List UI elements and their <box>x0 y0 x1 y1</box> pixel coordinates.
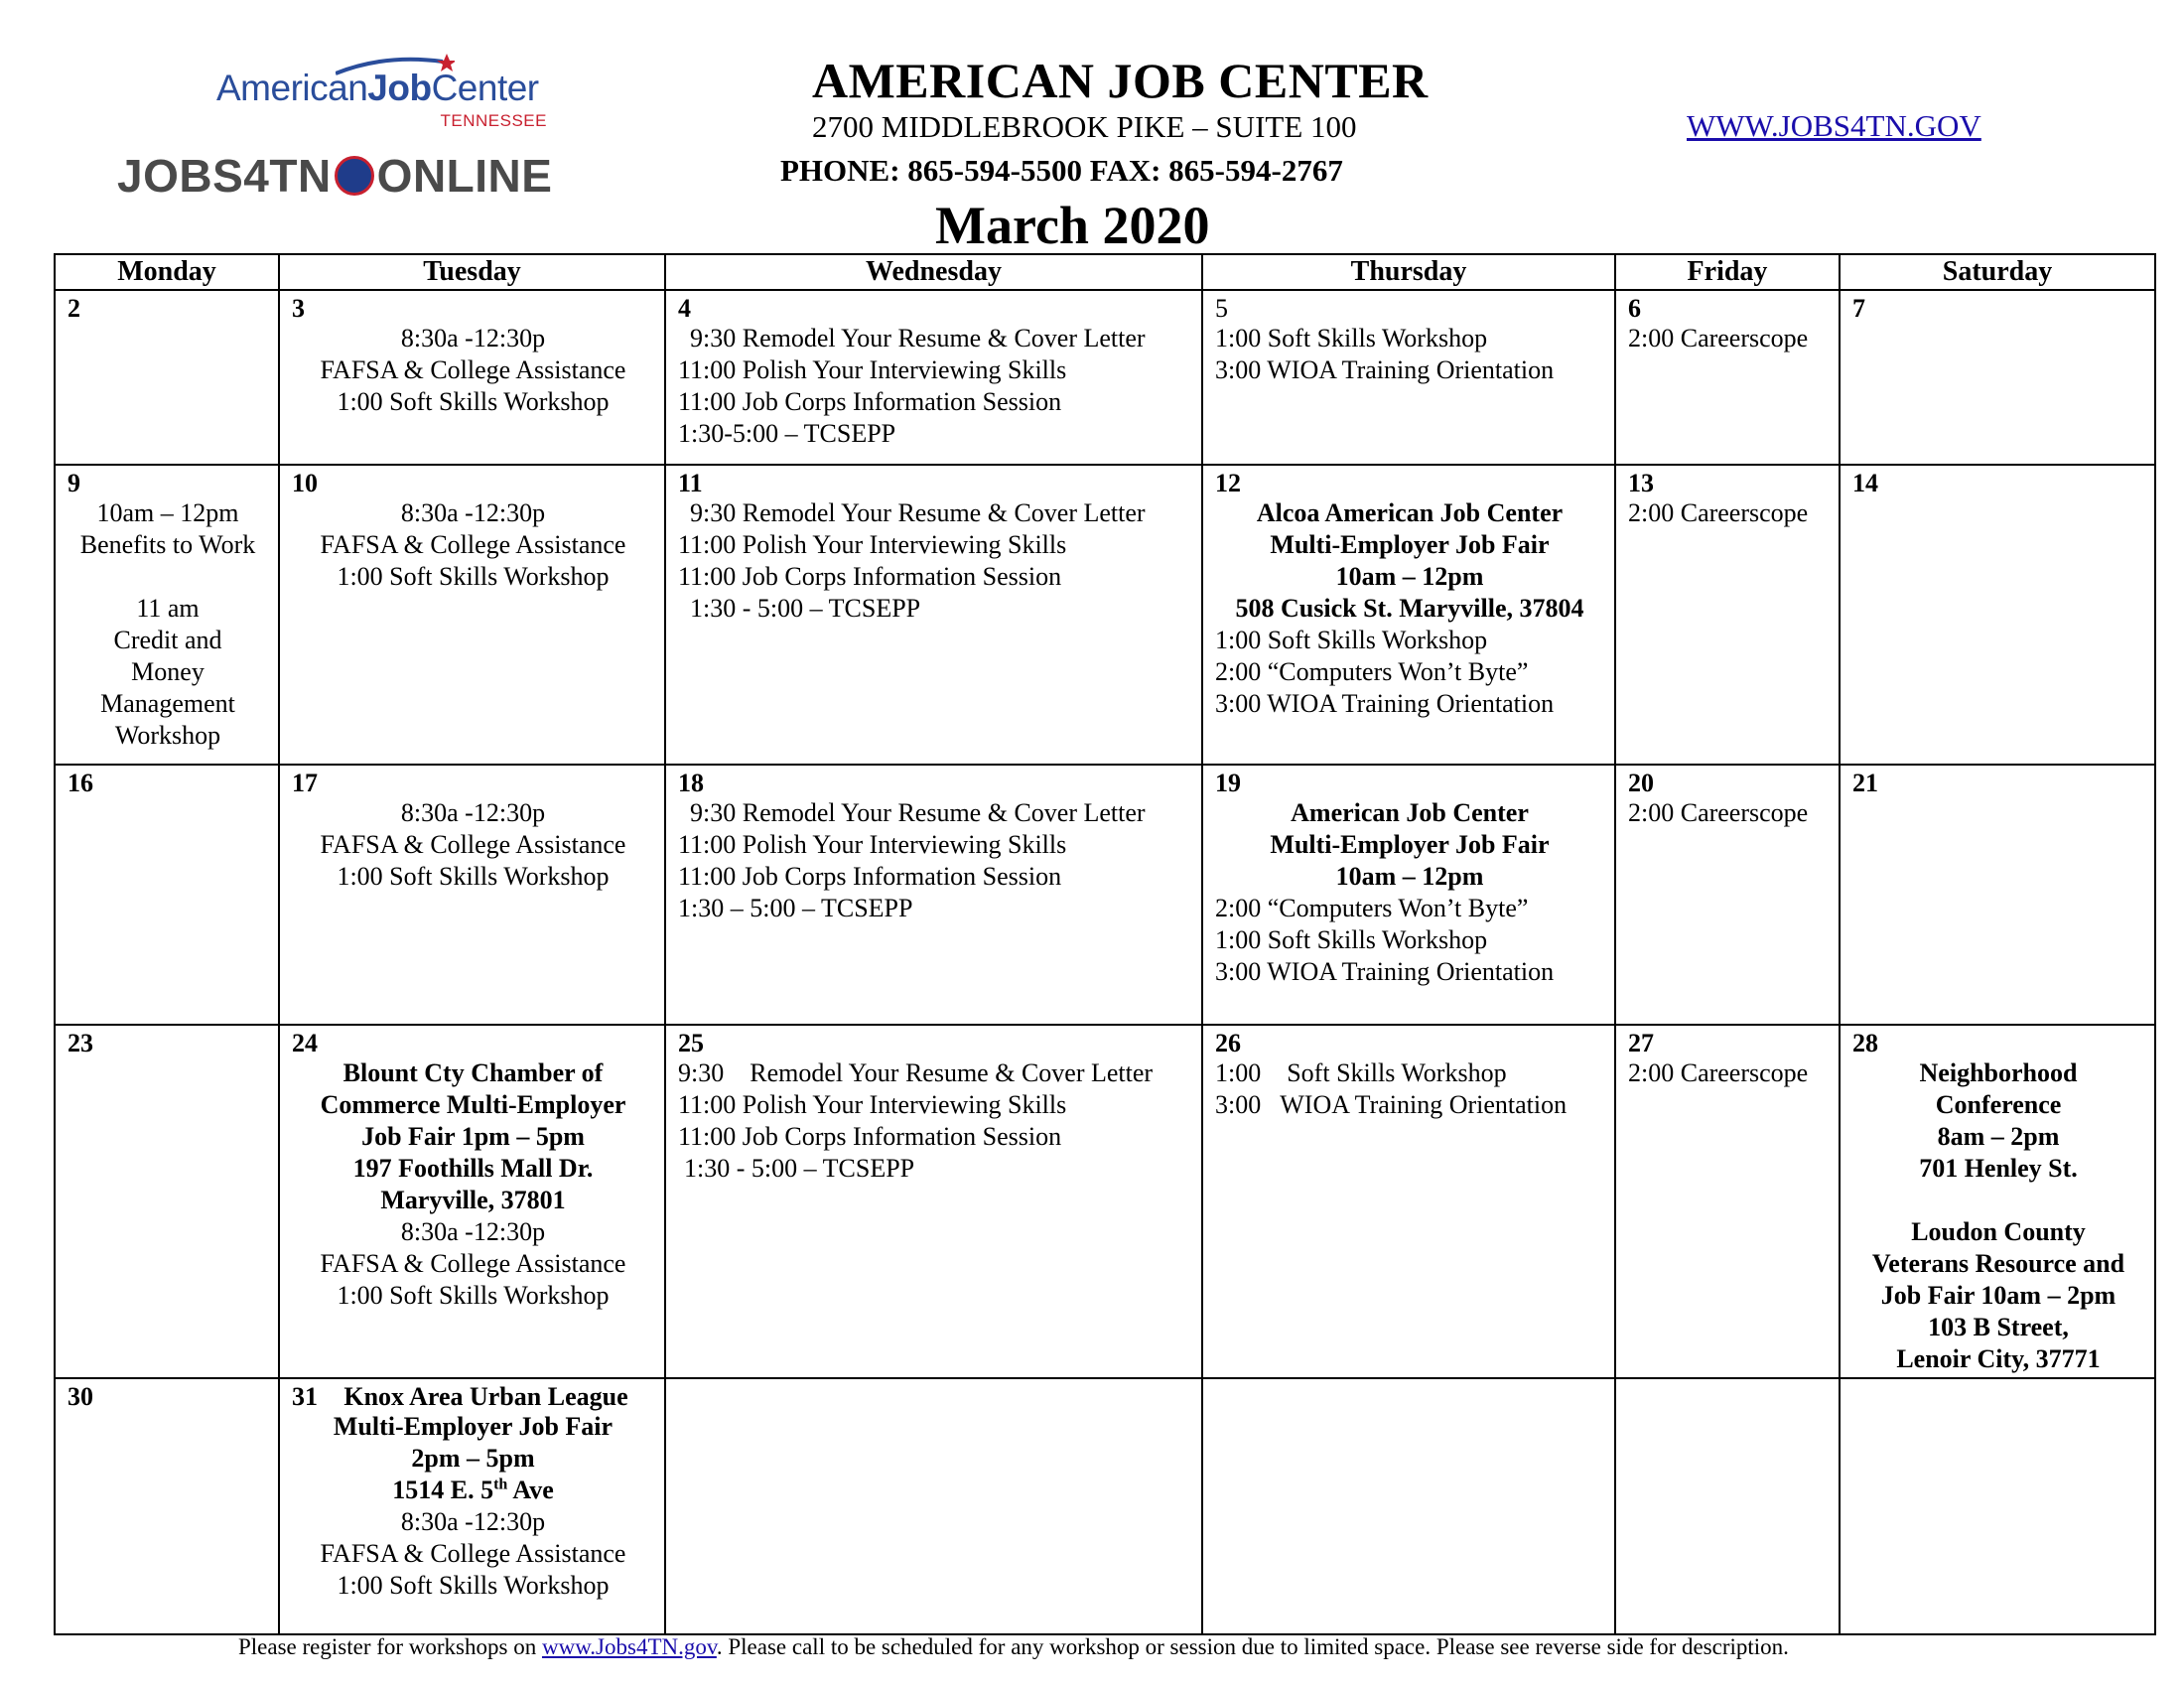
job-fair-line: Veterans Resource and <box>1871 1249 2125 1278</box>
day-cell <box>1202 465 1615 765</box>
event-line: 9:30 Remodel Your Resume & Cover Letter <box>690 798 1146 827</box>
day-number: 30 <box>68 1382 93 1411</box>
weekday-monday: Monday <box>55 254 279 290</box>
job-fair-line: Job Fair 10am – 2pm <box>1880 1281 2116 1310</box>
weekday-header-row <box>55 254 2155 290</box>
event-line: Neighborhood <box>1919 1058 2078 1087</box>
day-number: 24 <box>292 1029 318 1057</box>
job-fair-line: Multi-Employer Job Fair <box>1270 530 1550 559</box>
day-number: 3 <box>292 294 305 323</box>
event-line: Credit and <box>113 626 222 654</box>
event-line: FAFSA & College Assistance <box>320 530 626 559</box>
day-number: 9 <box>68 469 80 497</box>
job-fair-line: Commerce Multi-Employer <box>320 1090 626 1119</box>
job-fair-line: Multi-Employer Job Fair <box>333 1412 614 1441</box>
job-fair-line: Blount Cty Chamber of <box>342 1058 604 1087</box>
day-number: 11 <box>678 469 703 497</box>
job-fair-line: Lenoir City, 37771 <box>1896 1344 2101 1373</box>
job-fair-line: 197 Foothills Mall Dr. <box>352 1154 594 1183</box>
day-cell <box>1615 1025 1840 1378</box>
day-cell <box>55 290 279 465</box>
day-cell <box>55 1378 279 1634</box>
event-line: Conference <box>1935 1090 2062 1119</box>
event-line: 1:00 Soft Skills Workshop <box>337 387 610 416</box>
job-fair-line: Alcoa American Job Center <box>1256 498 1564 527</box>
day-number: 27 <box>1628 1029 1654 1057</box>
day-cell <box>55 765 279 1025</box>
day-number: 17 <box>292 769 318 797</box>
job-fair-title: Knox Area Urban League <box>343 1382 628 1411</box>
day-number: 21 <box>1852 769 1878 797</box>
day-cell <box>665 465 1202 765</box>
day-cell <box>665 1025 1202 1378</box>
day-cell <box>1202 765 1615 1025</box>
day-number: 16 <box>68 769 93 797</box>
day-number: 19 <box>1215 769 1241 797</box>
month-title: March 2020 <box>935 196 1210 255</box>
day-number: 7 <box>1852 294 1865 323</box>
day-number: 4 <box>678 294 691 323</box>
day-cell <box>1840 290 2155 465</box>
day-number: 18 <box>678 769 704 797</box>
event-line: 1:00 Soft Skills Workshop <box>337 562 610 591</box>
day-number: 13 <box>1628 469 1654 497</box>
event-line: 8:30a -12:30p <box>400 798 546 827</box>
event-line: 8am – 2pm <box>1937 1122 2060 1151</box>
event-line: Management <box>100 689 235 718</box>
event-line: 9:30 Remodel Your Resume & Cover Letter <box>678 1058 1154 1087</box>
event-line: 2:00 Careerscope <box>1628 798 1809 827</box>
page-title: AMERICAN JOB CENTER <box>812 53 1429 108</box>
event-line: 3:00 WIOA Training Orientation <box>1215 957 1555 986</box>
weekday-wednesday: Wednesday <box>665 254 1202 290</box>
day-cell <box>55 1025 279 1378</box>
event-line: 3:00 WIOA Training Orientation <box>1215 1090 1568 1119</box>
event-line: 2:00 Careerscope <box>1628 1058 1809 1087</box>
day-cell <box>1840 465 2155 765</box>
day-cell <box>1615 290 1840 465</box>
day-number: 12 <box>1215 469 1241 497</box>
event-line: 8:30a -12:30p <box>400 324 546 352</box>
day-cell <box>279 765 665 1025</box>
job-fair-line: 10am – 12pm <box>1335 562 1484 591</box>
day-number: 31 <box>292 1382 318 1411</box>
job-fair-line: American Job Center <box>1291 798 1529 827</box>
day-cell <box>279 465 665 765</box>
week-row <box>55 765 2155 1025</box>
day-cell <box>55 465 279 765</box>
weekday-tuesday: Tuesday <box>279 254 665 290</box>
event-line: 1:30 - 5:00 – TCSEPP <box>690 594 921 623</box>
event-line: 701 Henley St. <box>1919 1154 2078 1183</box>
event-line: 2:00 Careerscope <box>1628 498 1809 527</box>
event-line: FAFSA & College Assistance <box>320 1249 626 1278</box>
day-cell <box>279 290 665 465</box>
tennessee-star-icon <box>335 156 374 196</box>
day-number: 2 <box>68 294 80 323</box>
logo-text-center: Center <box>431 68 539 108</box>
week-row <box>55 1025 2155 1378</box>
event-line: 1:00 Soft Skills Workshop <box>337 1281 610 1310</box>
event-line: 8:30a -12:30p <box>400 498 546 527</box>
event-line: 11:00 Polish Your Interviewing Skills <box>678 530 1067 559</box>
week-row <box>55 1378 2155 1634</box>
job-fair-address: 1514 E. 5th Ave <box>392 1476 554 1504</box>
day-number: 10 <box>292 469 318 497</box>
event-line: 1:30 - 5:00 – TCSEPP <box>684 1154 915 1183</box>
day-cell <box>1202 1378 1615 1634</box>
address: 2700 MIDDLEBROOK PIKE – SUITE 100 <box>812 109 1357 144</box>
day-cell <box>1840 765 2155 1025</box>
day-number: 14 <box>1852 469 1878 497</box>
logo-state-text: TENNESSEE <box>440 111 547 130</box>
event-line: 11:00 Job Corps Information Session <box>678 862 1062 891</box>
job-fair-line: Loudon County <box>1911 1217 2086 1246</box>
day-cell <box>665 1378 1202 1634</box>
event-line: FAFSA & College Assistance <box>320 830 626 859</box>
day-number: 25 <box>678 1029 704 1057</box>
event-line: 1:00 Soft Skills Workshop <box>1215 324 1488 352</box>
job-fair-line: 2pm – 5pm <box>411 1444 535 1473</box>
job-fair-line: Job Fair 1pm – 5pm <box>361 1122 585 1151</box>
day-number: 26 <box>1215 1029 1241 1057</box>
day-cell <box>665 765 1202 1025</box>
event-line: 2:00 Careerscope <box>1628 324 1809 352</box>
day-cell <box>279 1025 665 1378</box>
event-line: 1:00 Soft Skills Workshop <box>337 1571 610 1600</box>
event-line: 8:30a -12:30p <box>400 1217 546 1246</box>
week-row <box>55 465 2155 765</box>
day-cell <box>1615 465 1840 765</box>
day-cell <box>1615 765 1840 1025</box>
job-fair-line: 508 Cusick St. Maryville, 37804 <box>1235 594 1584 623</box>
day-cell <box>279 1378 665 1634</box>
logo-jobs-left: JOBS4TN <box>117 150 332 202</box>
event-line: 3:00 WIOA Training Orientation <box>1215 689 1555 718</box>
register-link[interactable]: www.Jobs4TN.gov <box>541 1634 717 1659</box>
day-number: 23 <box>68 1029 93 1057</box>
event-line: 11:00 Job Corps Information Session <box>678 387 1062 416</box>
weekday-friday: Friday <box>1615 254 1840 290</box>
job-fair-line: 103 B Street, <box>1928 1313 2069 1341</box>
event-line: 1:00 Soft Skills Workshop <box>337 862 610 891</box>
event-line: 10am – 12pm <box>96 498 239 527</box>
event-line: 1:30-5:00 – TCSEPP <box>678 419 896 448</box>
phone-fax: PHONE: 865-594-5500 FAX: 865-594-2767 <box>780 153 1343 188</box>
weekday-saturday: Saturday <box>1840 254 2155 290</box>
job-fair-line <box>292 1383 654 1411</box>
event-line: 2:00 “Computers Won’t Byte” <box>1215 657 1529 686</box>
weekday-thursday: Thursday <box>1202 254 1615 290</box>
event-line: 1:00 Soft Skills Workshop <box>1215 626 1488 654</box>
event-line: 11 am <box>136 594 200 623</box>
day-number: 20 <box>1628 769 1654 797</box>
event-line: 11:00 Polish Your Interviewing Skills <box>678 830 1067 859</box>
event-line: FAFSA & College Assistance <box>320 1539 626 1568</box>
day-number: 5 <box>1215 294 1228 323</box>
logo-text-job: Job <box>367 68 432 108</box>
event-line: 1:30 – 5:00 – TCSEPP <box>678 894 913 922</box>
event-line: 1:00 Soft Skills Workshop <box>1215 925 1488 954</box>
event-line: Workshop <box>114 721 221 750</box>
day-cell <box>1615 1378 1840 1634</box>
day-number: 28 <box>1852 1029 1878 1057</box>
event-line: 3:00 WIOA Training Orientation <box>1215 355 1555 384</box>
logo-jobs-right: ONLINE <box>376 150 553 202</box>
event-line: 11:00 Job Corps Information Session <box>678 1122 1062 1151</box>
day-cell <box>1202 1025 1615 1378</box>
event-line: 11:00 Polish Your Interviewing Skills <box>678 1090 1067 1119</box>
event-line: 8:30a -12:30p <box>400 1507 546 1536</box>
american-job-center-logo <box>216 54 584 143</box>
day-cell <box>1840 1378 2155 1634</box>
job-fair-line: 10am – 12pm <box>1335 862 1484 891</box>
event-line: 11:00 Job Corps Information Session <box>678 562 1062 591</box>
footer-note: Please register for workshops on www.Jobs4TN.gov. Please call to be scheduled for any workshop or session due to limited space. Please see reverse side for description. <box>238 1634 1789 1659</box>
jobs4tn-online-logo <box>117 149 584 202</box>
event-line: 9:30 Remodel Your Resume & Cover Letter <box>690 498 1146 527</box>
job-fair-line: Multi-Employer Job Fair <box>1270 830 1550 859</box>
calendar-grid <box>54 253 2156 1635</box>
job-fair-line: Maryville, 37801 <box>380 1186 566 1214</box>
event-line: 9:30 Remodel Your Resume & Cover Letter <box>690 324 1146 352</box>
event-line: 11:00 Polish Your Interviewing Skills <box>678 355 1067 384</box>
week-row <box>55 290 2155 465</box>
event-line: FAFSA & College Assistance <box>320 355 626 384</box>
day-number: 6 <box>1628 294 1641 323</box>
logo-text-american: American <box>216 68 368 108</box>
website-link[interactable]: WWW.JOBS4TN.GOV <box>1687 108 1981 143</box>
day-cell <box>665 290 1202 465</box>
event-line: 1:00 Soft Skills Workshop <box>1215 1058 1507 1087</box>
event-line: Benefits to Work <box>79 530 256 559</box>
event-line: Money <box>131 657 205 686</box>
event-line: 2:00 “Computers Won’t Byte” <box>1215 894 1529 922</box>
day-cell <box>1202 290 1615 465</box>
day-cell <box>1840 1025 2155 1378</box>
